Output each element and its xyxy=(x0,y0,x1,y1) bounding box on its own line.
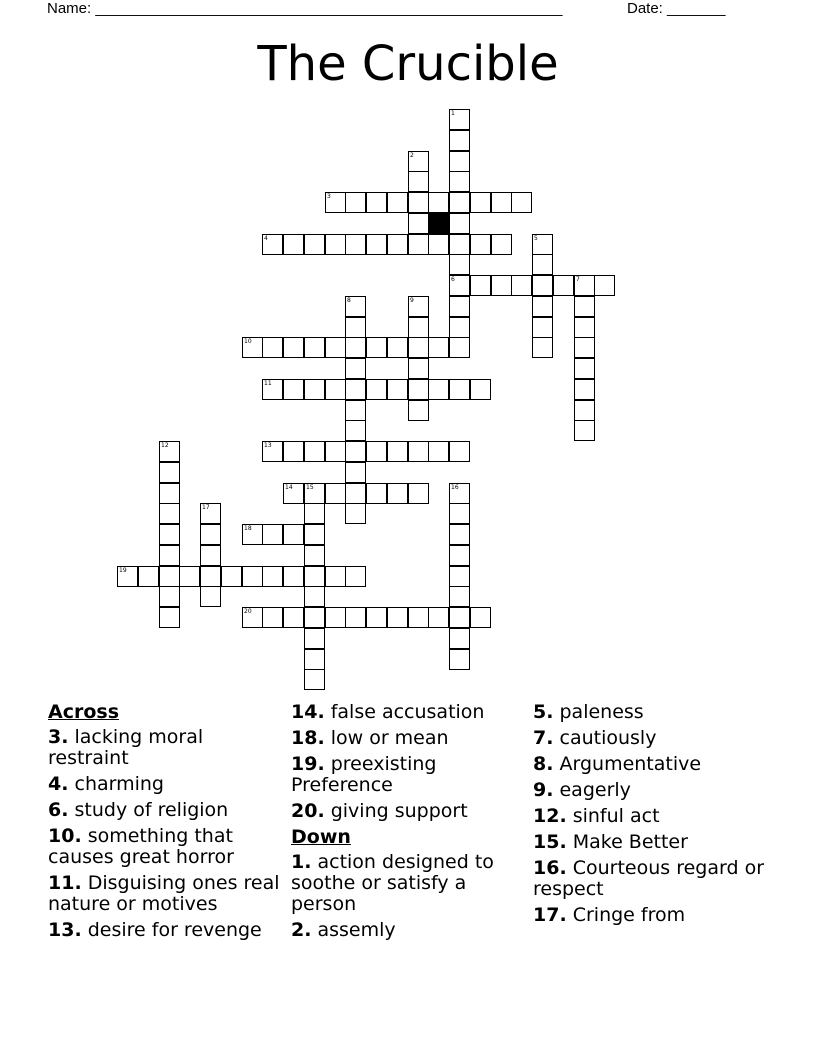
grid-cell[interactable] xyxy=(200,566,221,587)
black-square xyxy=(428,213,449,234)
grid-cell[interactable] xyxy=(470,275,491,296)
grid-cell[interactable] xyxy=(345,400,366,421)
clue-column-2 xyxy=(291,702,526,946)
grid-cell[interactable] xyxy=(574,379,595,400)
grid-cell[interactable] xyxy=(304,234,325,255)
clue-item xyxy=(533,754,773,775)
grid-cell[interactable] xyxy=(242,337,263,358)
grid-cell[interactable] xyxy=(242,524,263,545)
clue-item-number: 16. xyxy=(533,857,567,879)
grid-cell[interactable] xyxy=(262,441,283,462)
clue-item-number: 4. xyxy=(48,773,69,795)
clue-item xyxy=(533,858,773,900)
grid-cell[interactable] xyxy=(387,607,408,628)
clue-item xyxy=(48,920,283,941)
clue-item xyxy=(533,832,773,853)
grid-cell[interactable] xyxy=(242,607,263,628)
grid-cell[interactable] xyxy=(262,566,283,587)
grid-cell[interactable] xyxy=(325,441,346,462)
grid-cell[interactable] xyxy=(159,503,180,524)
grid-cell[interactable] xyxy=(428,234,449,255)
grid-cell[interactable] xyxy=(200,524,221,545)
clue-item-number: 11. xyxy=(48,872,82,894)
grid-cell[interactable] xyxy=(304,441,325,462)
grid-cell[interactable] xyxy=(491,275,512,296)
grid-cell[interactable] xyxy=(428,607,449,628)
clue-item-number: 1. xyxy=(291,851,312,873)
grid-cell[interactable] xyxy=(325,192,346,213)
clue-item xyxy=(291,801,526,822)
grid-cell[interactable] xyxy=(532,337,553,358)
grid-cell[interactable] xyxy=(449,254,470,275)
clue-number: 12 xyxy=(161,442,169,449)
clue-number: 1 xyxy=(451,110,455,117)
down-clue-list xyxy=(291,852,526,941)
grid-cell[interactable] xyxy=(574,275,595,296)
grid-cell[interactable] xyxy=(159,483,180,504)
clue-item-number: 14. xyxy=(291,701,325,723)
grid-cell[interactable] xyxy=(345,566,366,587)
clue-item-number: 12. xyxy=(533,805,567,827)
clue-item-number: 18. xyxy=(291,727,325,749)
clue-number: 14 xyxy=(285,484,293,491)
grid-cell[interactable] xyxy=(345,317,366,338)
clue-item-text: eagerly xyxy=(553,779,631,801)
clue-item-number: 19. xyxy=(291,753,325,775)
grid-cell[interactable] xyxy=(325,379,346,400)
grid-cell[interactable] xyxy=(345,296,366,317)
clue-item-text: something that causes great horror xyxy=(48,825,234,868)
grid-cell[interactable] xyxy=(304,545,325,566)
clue-item-number: 13. xyxy=(48,919,82,941)
grid-cell[interactable] xyxy=(408,358,429,379)
grid-cell[interactable] xyxy=(366,234,387,255)
grid-cell[interactable] xyxy=(283,607,304,628)
clue-item xyxy=(48,727,283,769)
grid-cell[interactable] xyxy=(532,317,553,338)
grid-cell[interactable] xyxy=(428,379,449,400)
page-title: The Crucible xyxy=(257,36,559,92)
grid-cell[interactable] xyxy=(449,171,470,192)
grid-cell[interactable] xyxy=(449,151,470,172)
grid-cell[interactable] xyxy=(304,649,325,670)
clue-item-number: 3. xyxy=(48,726,69,748)
grid-cell[interactable] xyxy=(159,545,180,566)
grid-cell[interactable] xyxy=(366,441,387,462)
grid-cell[interactable] xyxy=(449,379,470,400)
clue-item xyxy=(48,774,283,795)
clue-number: 9 xyxy=(410,297,414,304)
grid-cell[interactable] xyxy=(470,234,491,255)
grid-cell[interactable] xyxy=(428,192,449,213)
clue-item xyxy=(533,728,773,749)
grid-cell[interactable] xyxy=(408,234,429,255)
grid-cell[interactable] xyxy=(345,379,366,400)
grid-cell[interactable] xyxy=(304,607,325,628)
clue-item-text: assemly xyxy=(311,919,396,941)
grid-cell[interactable] xyxy=(449,192,470,213)
grid-cell[interactable] xyxy=(449,234,470,255)
clue-number: 18 xyxy=(244,525,252,532)
grid-cell[interactable] xyxy=(574,358,595,379)
grid-cell[interactable] xyxy=(449,441,470,462)
grid-cell[interactable] xyxy=(532,296,553,317)
grid-cell[interactable] xyxy=(325,566,346,587)
name-field-label: Name: ________________________________________________________ xyxy=(47,0,563,17)
grid-cell[interactable] xyxy=(449,503,470,524)
grid-cell[interactable] xyxy=(408,151,429,172)
grid-cell[interactable] xyxy=(574,420,595,441)
across-clue-list xyxy=(48,727,283,941)
down-heading: Down xyxy=(291,826,351,848)
grid-cell[interactable] xyxy=(428,337,449,358)
date-field-label: Date: _______ xyxy=(627,0,726,17)
grid-cell[interactable] xyxy=(345,462,366,483)
clue-item-text: desire for revenge xyxy=(81,919,262,941)
grid-cell[interactable] xyxy=(428,441,449,462)
across-clue-list-continued xyxy=(291,702,526,822)
grid-cell[interactable] xyxy=(159,462,180,483)
grid-cell[interactable] xyxy=(262,234,283,255)
grid-cell[interactable] xyxy=(366,483,387,504)
grid-cell[interactable] xyxy=(159,524,180,545)
grid-cell[interactable] xyxy=(304,669,325,690)
clue-item xyxy=(291,852,526,915)
clue-item-text: false accusation xyxy=(324,701,485,723)
clue-number: 8 xyxy=(347,297,351,304)
grid-cell[interactable] xyxy=(408,192,429,213)
clue-item-text: Make Better xyxy=(566,831,688,853)
grid-cell[interactable] xyxy=(262,607,283,628)
clue-item-text: Cringe from xyxy=(566,904,686,926)
clue-item-text: action designed to soothe or satisfy a person xyxy=(291,851,494,915)
grid-cell[interactable] xyxy=(449,607,470,628)
clue-item xyxy=(48,873,283,915)
clue-item xyxy=(533,806,773,827)
grid-cell[interactable] xyxy=(262,524,283,545)
clue-number: 5 xyxy=(534,235,538,242)
grid-cell[interactable] xyxy=(532,234,553,255)
clue-item xyxy=(291,920,526,941)
grid-cell[interactable] xyxy=(574,337,595,358)
grid-cell[interactable] xyxy=(283,483,304,504)
grid-cell[interactable] xyxy=(449,130,470,151)
grid-cell[interactable] xyxy=(449,275,470,296)
clue-item-number: 8. xyxy=(533,753,554,775)
grid-cell[interactable] xyxy=(449,483,470,504)
grid-cell[interactable] xyxy=(408,296,429,317)
grid-cell[interactable] xyxy=(325,607,346,628)
grid-cell[interactable] xyxy=(200,503,221,524)
grid-cell[interactable] xyxy=(449,649,470,670)
grid-cell[interactable] xyxy=(470,607,491,628)
grid-cell[interactable] xyxy=(325,234,346,255)
grid-cell[interactable] xyxy=(283,337,304,358)
grid-cell[interactable] xyxy=(449,213,470,234)
clue-item-number: 2. xyxy=(291,919,312,941)
clue-item-number: 9. xyxy=(533,779,554,801)
clue-number: 17 xyxy=(202,504,210,511)
grid-cell[interactable] xyxy=(345,234,366,255)
clue-item xyxy=(533,780,773,801)
grid-cell[interactable] xyxy=(408,171,429,192)
grid-cell[interactable] xyxy=(345,192,366,213)
grid-cell[interactable] xyxy=(117,566,138,587)
grid-cell[interactable] xyxy=(553,275,574,296)
grid-cell[interactable] xyxy=(574,400,595,421)
grid-cell[interactable] xyxy=(511,275,532,296)
grid-cell[interactable] xyxy=(408,317,429,338)
clue-item-text: sinful act xyxy=(566,805,660,827)
grid-cell[interactable] xyxy=(345,420,366,441)
grid-cell[interactable] xyxy=(366,607,387,628)
clue-item-number: 17. xyxy=(533,904,567,926)
grid-cell[interactable] xyxy=(491,192,512,213)
grid-cell[interactable] xyxy=(449,545,470,566)
clue-item-text: charming xyxy=(68,773,164,795)
clue-item xyxy=(533,702,773,723)
grid-cell[interactable] xyxy=(138,566,159,587)
grid-cell[interactable] xyxy=(325,483,346,504)
clue-column-3 xyxy=(533,702,773,931)
clue-number: 20 xyxy=(244,608,252,615)
down-clue-list-continued xyxy=(533,702,773,926)
clue-number: 10 xyxy=(244,338,252,345)
clue-number: 15 xyxy=(306,484,314,491)
clue-item-text: lacking moral restraint xyxy=(48,726,204,769)
grid-cell[interactable] xyxy=(511,192,532,213)
clue-number: 2 xyxy=(410,152,414,159)
clue-item-text: Argumentative xyxy=(553,753,702,775)
grid-cell[interactable] xyxy=(304,379,325,400)
grid-cell[interactable] xyxy=(449,337,470,358)
grid-cell[interactable] xyxy=(200,545,221,566)
grid-cell[interactable] xyxy=(574,317,595,338)
grid-cell[interactable] xyxy=(262,379,283,400)
grid-cell[interactable] xyxy=(387,379,408,400)
grid-cell[interactable] xyxy=(594,275,615,296)
grid-cell[interactable] xyxy=(179,566,200,587)
grid-cell[interactable] xyxy=(449,317,470,338)
clue-column-1 xyxy=(48,702,283,946)
clue-item-number: 20. xyxy=(291,800,325,822)
grid-cell[interactable] xyxy=(366,192,387,213)
clue-item-text: paleness xyxy=(553,701,644,723)
clue-item xyxy=(291,702,526,723)
grid-cell[interactable] xyxy=(221,566,242,587)
grid-cell[interactable] xyxy=(387,337,408,358)
grid-cell[interactable] xyxy=(283,234,304,255)
grid-cell[interactable] xyxy=(387,483,408,504)
grid-cell[interactable] xyxy=(345,358,366,379)
grid-cell[interactable] xyxy=(345,503,366,524)
grid-cell[interactable] xyxy=(387,234,408,255)
clue-item-text: Courteous regard or respect xyxy=(533,857,765,900)
grid-cell[interactable] xyxy=(449,586,470,607)
grid-cell[interactable] xyxy=(283,441,304,462)
grid-cell[interactable] xyxy=(283,524,304,545)
clue-item xyxy=(291,728,526,749)
grid-cell[interactable] xyxy=(345,607,366,628)
grid-cell[interactable] xyxy=(283,566,304,587)
grid-cell[interactable] xyxy=(408,213,429,234)
grid-cell[interactable] xyxy=(366,337,387,358)
grid-cell[interactable] xyxy=(449,524,470,545)
grid-cell[interactable] xyxy=(491,234,512,255)
grid-cell[interactable] xyxy=(304,337,325,358)
clue-item-number: 5. xyxy=(533,701,554,723)
grid-cell[interactable] xyxy=(408,400,429,421)
clue-item-text: study of religion xyxy=(68,799,229,821)
grid-cell[interactable] xyxy=(345,337,366,358)
clue-item xyxy=(48,826,283,868)
grid-cell[interactable] xyxy=(387,441,408,462)
clue-item-number: 7. xyxy=(533,727,554,749)
grid-cell[interactable] xyxy=(345,483,366,504)
grid-cell[interactable] xyxy=(408,379,429,400)
grid-cell[interactable] xyxy=(449,628,470,649)
grid-cell[interactable] xyxy=(449,296,470,317)
grid-cell[interactable] xyxy=(325,337,346,358)
grid-cell[interactable] xyxy=(304,503,325,524)
grid-cell[interactable] xyxy=(304,483,325,504)
clue-item xyxy=(291,754,526,796)
grid-cell[interactable] xyxy=(159,441,180,462)
grid-cell[interactable] xyxy=(159,607,180,628)
grid-cell[interactable] xyxy=(159,566,180,587)
grid-cell[interactable] xyxy=(242,566,263,587)
grid-cell[interactable] xyxy=(532,275,553,296)
clue-item-text: Disguising ones real nature or motives xyxy=(48,872,280,915)
clue-number: 19 xyxy=(119,567,127,574)
clue-number: 16 xyxy=(451,484,459,491)
grid-cell[interactable] xyxy=(387,192,408,213)
clue-item-number: 6. xyxy=(48,799,69,821)
clue-number: 4 xyxy=(264,235,268,242)
grid-cell[interactable] xyxy=(304,566,325,587)
clue-item xyxy=(533,905,773,926)
grid-cell[interactable] xyxy=(304,628,325,649)
clue-item-number: 15. xyxy=(533,831,567,853)
grid-cell[interactable] xyxy=(574,296,595,317)
grid-cell[interactable] xyxy=(449,566,470,587)
grid-cell[interactable] xyxy=(283,379,304,400)
grid-cell[interactable] xyxy=(366,379,387,400)
grid-cell[interactable] xyxy=(408,607,429,628)
grid-cell[interactable] xyxy=(408,483,429,504)
grid-cell[interactable] xyxy=(304,524,325,545)
grid-cell[interactable] xyxy=(159,586,180,607)
grid-cell[interactable] xyxy=(470,192,491,213)
across-heading: Across xyxy=(48,701,120,723)
clue-item-text: low or mean xyxy=(324,727,449,749)
clue-number: 3 xyxy=(327,193,331,200)
grid-cell[interactable] xyxy=(449,109,470,130)
clue-item-number: 10. xyxy=(48,825,82,847)
clue-number: 6 xyxy=(451,276,455,283)
clue-number: 11 xyxy=(264,380,272,387)
clue-number: 13 xyxy=(264,442,272,449)
grid-cell[interactable] xyxy=(408,337,429,358)
grid-cell[interactable] xyxy=(345,441,366,462)
grid-cell[interactable] xyxy=(408,441,429,462)
clue-item xyxy=(48,800,283,821)
grid-cell[interactable] xyxy=(262,337,283,358)
clue-item-text: preexisting Preference xyxy=(291,753,437,796)
grid-cell[interactable] xyxy=(470,379,491,400)
grid-cell[interactable] xyxy=(304,586,325,607)
grid-cell[interactable] xyxy=(532,254,553,275)
grid-cell[interactable] xyxy=(200,586,221,607)
clue-item-text: cautiously xyxy=(553,727,657,749)
clue-number: 7 xyxy=(576,276,580,283)
clue-item-text: giving support xyxy=(324,800,468,822)
